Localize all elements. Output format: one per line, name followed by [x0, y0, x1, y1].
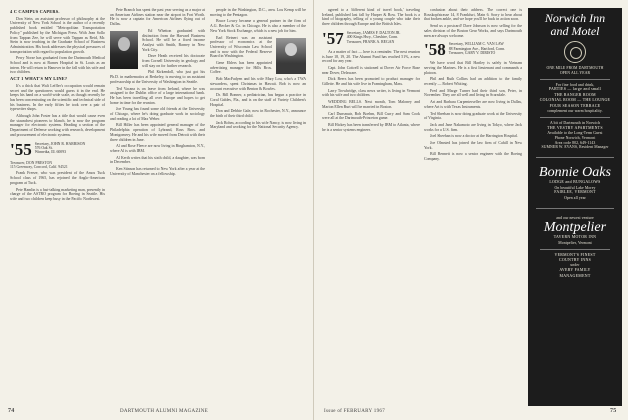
paragraph: Joe Olmsted has joined the law firm of Cahill in New York.	[424, 141, 522, 150]
divider	[540, 249, 610, 250]
paragraph: Pete Branch has spent the past year serving as a major at an American Airlines station near the airport in Fort Worth. He is now a captain for American Airlines flying out of Dallas.	[110, 8, 205, 27]
ad-text: SUMNER W. EVANS, Resident Manager	[541, 145, 609, 150]
class-number: '55	[10, 141, 32, 158]
page-number: 74	[8, 408, 15, 414]
secretary-name: Secretary, JOHN R. HARRISON	[34, 141, 86, 146]
ad-text: LODGE and BUNGALOWS	[549, 180, 601, 185]
treasurer-name: Treasurer, FRANK A. REGAN	[346, 39, 395, 44]
paragraph: Carl Dunsmuir, Bob Boehm, Bill Curry and Sam Cook were all at the Dartmouth-Princeton game.	[322, 111, 420, 121]
advertisement-column	[528, 8, 622, 406]
paragraph: Bill Hickey has been transferred by IBM to Atlanta, where he is a senior systems engineer.	[322, 122, 420, 132]
paragraph: Phil and Ruth Collins had an addition to the family recently — Robert Whiting.	[424, 77, 522, 87]
paragraph: Bill Hiller has been appointed general manager of the Philadelphia operation of Lybrand, Ross Bros. and Montgomery. He and his wife moved from Detroit with their three children in June.	[110, 123, 205, 142]
ad-text: Open all year	[564, 195, 586, 200]
montpelier-ad	[528, 212, 622, 283]
divider	[540, 117, 610, 118]
class-number: '58	[424, 42, 446, 59]
paragraph: Art and Barbara Carpenterseller are now living in Dallas, where Art is with Texas Instruments.	[424, 100, 522, 109]
divider	[540, 79, 610, 80]
paragraph: Joel Sheehan is now a doctor at the Harrington Hospital.	[430, 134, 518, 139]
divider	[536, 208, 614, 209]
treasurer-address: 115 Greenway, Concord, Calif. 94521	[10, 164, 68, 169]
paragraph: Frank Freeze, who was president of the Amos Tuck School class of 1965, has rejoined the Anglo-American program at Tuck.	[10, 171, 105, 185]
paragraph: Bill Bennett is now a senior engineer with the Boeing Company.	[424, 152, 522, 162]
left-column-2	[110, 8, 205, 398]
left-column-1	[10, 8, 105, 398]
ad-title: and Motel	[550, 24, 600, 38]
paragraph: Bob MacFadyen and his wife Mary Lou, who's a TWA stewardess, spent Christmas in Hawaii. Bob is now an account executive with Benton & Bowles.	[210, 77, 306, 91]
paragraph: people in the Washington, D.C., area. Lou Kemp will be moving to the Pentagon.	[210, 8, 306, 17]
ad-text: TAVERN MOTOR INN	[553, 235, 597, 240]
ad-text: On beautiful Lake Morey	[554, 185, 596, 190]
paragraph: agreed to a 'different kind of travel book,' traveling Ireland, published last fall by Harper & Row. The book is a kind of biography, telling of a young couple who take their three children through Europe and the British Isles.	[322, 8, 420, 27]
paragraph: It's a thick that Walt Leffler's occupation would remain secret and the questioners would guess it in the end. He keeps his hand on a world-wide scale, as though recently he has been concentrating on the scientific and technical side of his business. In the early fifties he took over a pair of typewriter shops.	[10, 83, 105, 112]
paragraph: Dave Heath received his doctorate from Cornell University in geology and will stay on for further research.	[142, 54, 205, 68]
paragraph: Al Kerth writes that his sixth child, a daughter, was born in December.	[110, 155, 205, 165]
paragraph: Phil Kirkendoll, who just got his Ph.D. in mathematics at Berkeley, is moving to an assistant professorship at the University of Washington in Seattle.	[110, 70, 205, 84]
ad-text: complement our warm hospitality.	[547, 109, 603, 114]
divider	[536, 157, 614, 158]
paragraph: Ken Stinson has returned to New York after a year at the University of Manchester on a fellowship.	[110, 167, 205, 176]
issue-label: Issue of FEBRUARY 1967	[324, 409, 386, 414]
paragraph: Earl Reinert was an assistant professor of economics at the University of Wisconsin Law School and is now with the Federal Reserve Board in Washington.	[210, 35, 272, 59]
paragraph: As a matter of fact — here is a reminder. The next reunion is June 18, 19, 20. The Alumni Fund has reached 51%, a new record for any year.	[322, 49, 420, 64]
paragraph: Ed Whetton graduated with distinction from the Harvard Business School. He will be a fixed income Analyst with Smith, Barney in New York City.	[142, 28, 205, 52]
ad-text: COUNTRY INNS	[558, 258, 592, 263]
ad-text: A bit of Dartmouth in Norwich	[549, 120, 601, 125]
secretary-address: Winnetka, Ill. 60093	[34, 150, 67, 155]
ad-text: THE RANGER ROOM	[554, 92, 596, 97]
treasurer-name: Treasurer, DON PRESTON	[10, 160, 53, 165]
ad-text: FAIRLEE, VERMONT	[554, 190, 596, 195]
secretary-address: 576 Oak St.	[34, 145, 53, 150]
paragraph: confusion about their address. The correct one is Rosskopfstrasse 14, 8 Frankfurt, Main 6. Sorry to hear about that broken ankle, and we hope you'll be back in action soon.	[424, 8, 522, 22]
ad-text: FOUR SEASON TERRACE	[549, 103, 601, 108]
ad-title: Montpelier	[543, 220, 607, 236]
paragraph: Dick Beers has been promoted to product manager for Gillette. He and his wife live in Framingham, Mass.	[322, 77, 420, 87]
ad-text: Phone Norwich, Vermont	[554, 135, 596, 140]
ad-text: PARTIES — large and small	[548, 87, 602, 92]
ad-text: OPEN ALL YEAR	[559, 70, 591, 75]
ad-title: Bonnie Oaks	[539, 165, 611, 181]
paragraph: Dr. Bill Bonner, a pediatrician, has begun a practice in Coral Gables, Fla., and is on the staff of Variety Children's Hospital.	[210, 93, 306, 107]
secretary-address: 400 Kings Hwy., Cheshire, Conn.	[346, 35, 398, 40]
secretary-address: 88 Farmington Ave., Hartford, Conn.	[448, 46, 505, 51]
ad-text: For fine food and drink,	[555, 82, 595, 87]
paragraph: Capt. John Cottrell is stationed at Dover Air Force Base near Dover, Delaware.	[322, 65, 420, 75]
class-heading-58	[424, 42, 522, 58]
ad-text: COLONIAL ROOM — THE LOUNGE	[539, 98, 611, 103]
paragraph: Perry Norse has graduated from the Dartmouth Medical School and is now at Barnes Hospital in St. Louis as an intern. He will return to Hanover in the fall with his wife and two children.	[10, 56, 105, 75]
paragraph: Al and Rose Fleece are now living in Binghamton, N.Y., where Al is with IBM.	[110, 144, 205, 153]
norwich-inn-ad	[528, 8, 622, 154]
paragraph: Gene Ehlers has been appointed advertising manager for Hills Bros. Coffee.	[210, 61, 272, 75]
paragraph: WEDDING BELLS. Next month, Tom Maloney and Marion Ellen Burt will be married in Boston.	[322, 100, 420, 109]
section-heading: 4 C CAMPUS CAPERS.	[10, 9, 60, 14]
paragraph: Send us a postcard! Dave Johnson is now selling for the sales division of the Boston Gear Works, and says Dartmouth men are always welcome.	[424, 24, 522, 38]
ad-text: THE VESTRY APARTMENTS	[547, 125, 603, 130]
paragraph: Fred and Marge Turner had their third son, Peter, in November. They are all well and living in Scarsdale.	[424, 88, 522, 98]
ad-text: Montpelier, Vermont	[558, 240, 592, 245]
class-number: '57	[322, 30, 344, 47]
portrait-photo	[110, 31, 138, 69]
magazine-title: DARTMOUTH ALUMNI MAGAZINE	[120, 409, 209, 414]
paragraph: Ted Sheehan is now doing graduate work at the University of Virginia.	[424, 111, 522, 121]
ad-text: VERMONT'S FINEST	[554, 252, 596, 257]
section-heading: ACT 1 WHAT'S MY LINE?	[10, 76, 68, 82]
paragraph: Jack and Jane Nakamoto are living in Tokyo, where Jack works for a U.S. firm.	[424, 122, 522, 132]
ad-text: AVERY FAMILY	[559, 268, 591, 273]
paragraph: Don and Debbie Gale, now in Rochester, N.Y., announce the birth of their third child.	[210, 109, 306, 119]
paragraph: We have word that Bill Hartley is safely in Vietnam serving the Marines. He is a first lieutenant and commands a platoon.	[424, 61, 522, 75]
paragraph: Don Stein, an assistant professor of philosophy at the University of New York School is the author of a recently published book entitled "Metropolitan Transportation Policy" published by the Michigan Press. With Jean Sollo from Tappan Zee, he will serve with Tappan as Reid, Mr. Stein is now teaching in the Graduate School of Business Administration. His book addresses the physical pressures of transportation with regard to population growth.	[10, 16, 105, 54]
treasurer-name: Treasurer, GARY V. DIRISTO	[448, 51, 496, 56]
page-number: 75	[610, 408, 617, 414]
bonnie-oaks-ad	[528, 161, 622, 204]
ad-text: ONE MILE FROM DARTMOUTH	[546, 66, 604, 70]
portrait-photo	[276, 38, 306, 74]
secretary-name: Secretary, JAMES F. DALTON JR.	[346, 30, 401, 35]
class-heading-55	[10, 142, 105, 158]
ad-title: Norwich Inn	[544, 11, 606, 25]
ad-text: Area code 802, 649-1143	[554, 140, 596, 145]
right-column-2	[424, 8, 522, 398]
secretary-name: Secretary, WILLIAM C. VAN LAW	[448, 42, 504, 47]
paragraph: Ted Vacana is on leave from Ireland, where he was assigned to the Dublin office of a large international bank. He has been travelling all over Europe and hopes to get home in time for the reunion.	[110, 86, 205, 105]
ad-text: MANAGEMENT	[559, 273, 591, 278]
class-heading-57	[322, 31, 420, 47]
inn-emblem-icon	[564, 41, 586, 63]
paragraph: Bruce Lowry became a general partner in the firm of A.G. Becker & Co. in Chicago. He is also a member of the New York Stock Exchange, which is a new job for him.	[210, 19, 306, 33]
left-column-3	[210, 8, 306, 398]
paragraph: Jack Rohm, according to his wife Nancy, is now living in Maryland and working for the National Security Agency.	[210, 120, 306, 130]
paragraph: Pete Hamlin is a fast-talking marketing man, presently in charge of the ASTRO program for Boeing in Seattle. His wife and two children keep busy in the Pacific Northwest.	[10, 187, 105, 201]
paragraph: Although John Foster has a title that would cause even the staunchest pioneers to blanch, he is now the program manager for electronic systems. Heading a section of the Department of Defense working with research, development and procurement of electronic systems.	[10, 114, 105, 137]
paragraph: Larry Trowbridge, class news writer, is living in Vermont with his wife and two children.	[322, 88, 420, 98]
paragraph: Joe Young has found some old friends at the University of Chicago, where he's doing graduate work in sociology and reading a lot of Max Weber.	[110, 107, 205, 121]
ad-text: Available to the Long-Term Guest	[547, 131, 603, 136]
ad-text: and our newest venture	[556, 215, 594, 220]
ad-text: under	[570, 263, 580, 268]
right-column-1	[322, 8, 420, 398]
